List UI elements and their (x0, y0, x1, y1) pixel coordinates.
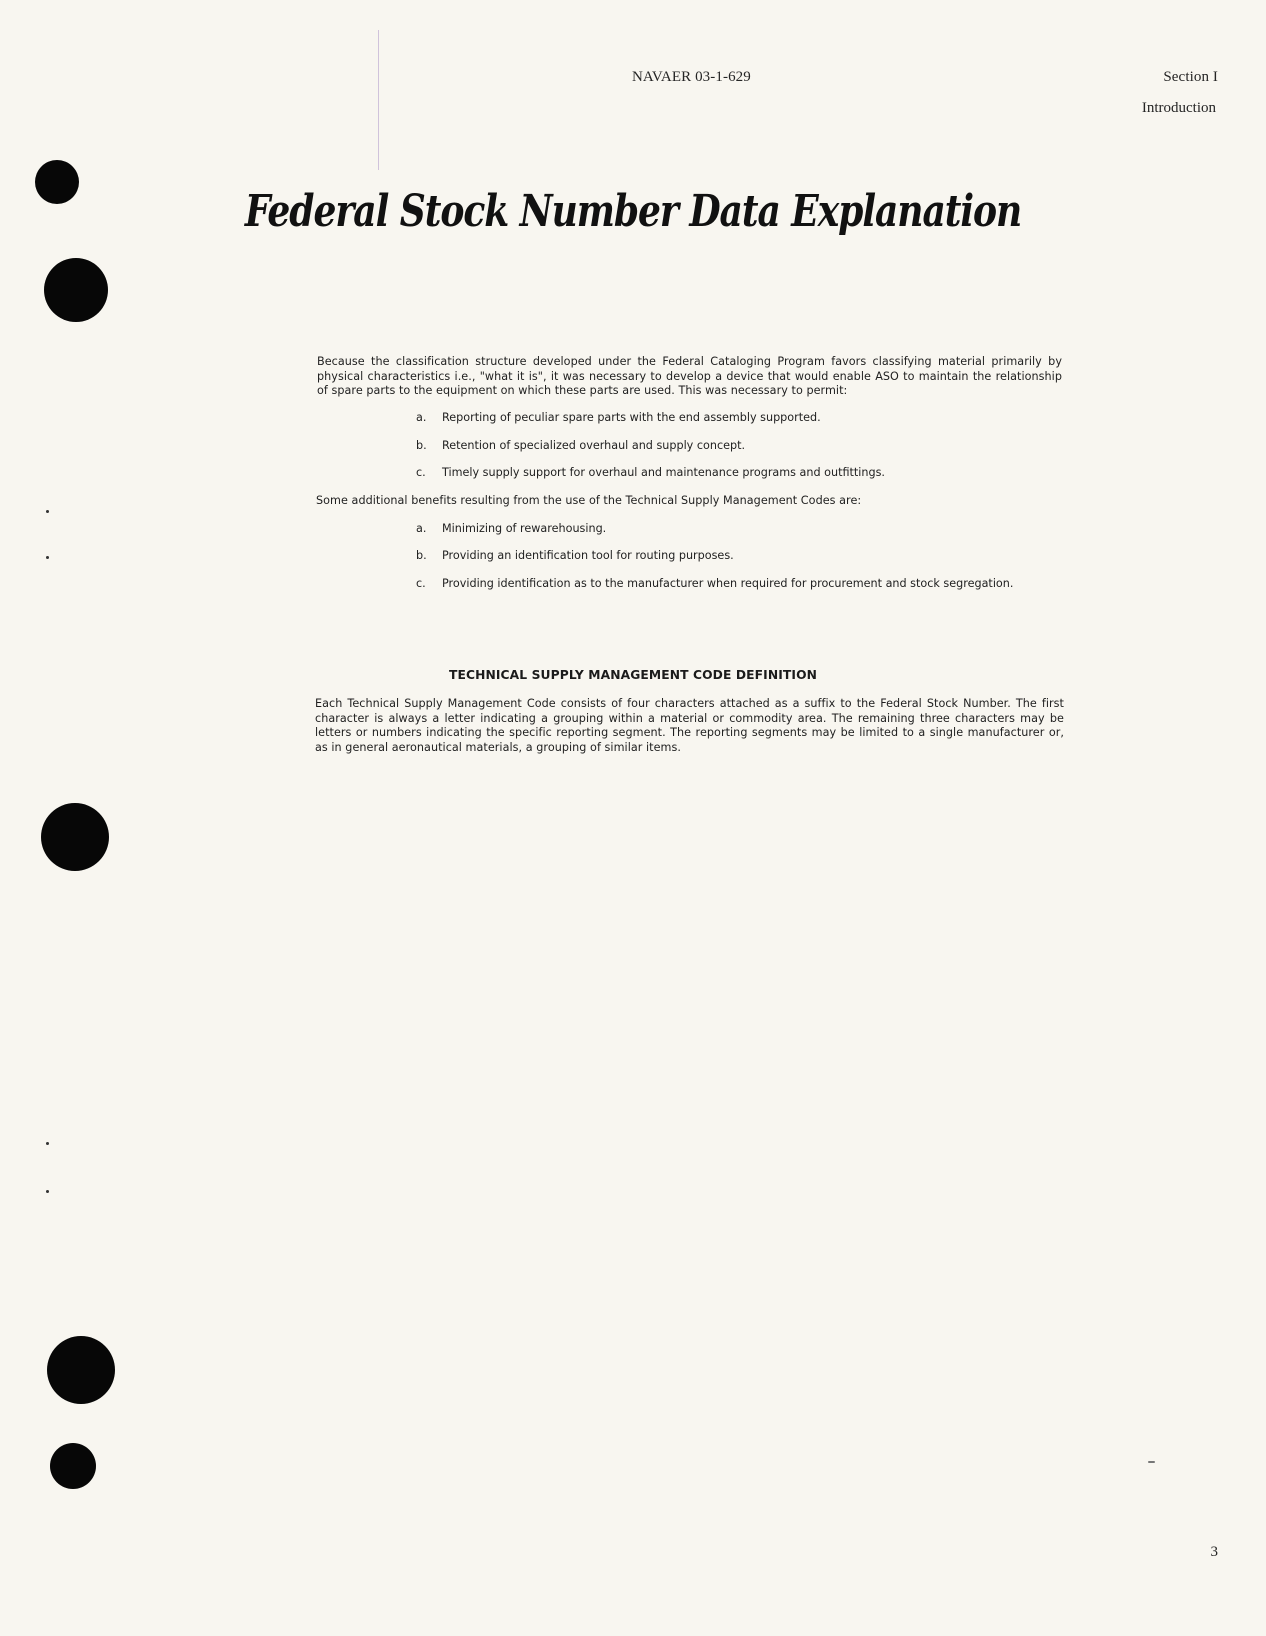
list-item (416, 522, 606, 537)
page-number: 3 (1210, 1544, 1218, 1560)
list-marker: b. (416, 549, 427, 562)
scan-guide-line (378, 30, 379, 170)
page-title: Federal Stock Number Data Explanation (244, 186, 1022, 237)
scan-speck (46, 1190, 49, 1193)
list-item (416, 411, 821, 426)
binder-hole (35, 160, 79, 204)
list-item (416, 466, 885, 481)
section-number: Section I (1163, 69, 1218, 85)
binder-hole (44, 258, 108, 322)
list-item (416, 439, 745, 454)
benefits-introduction: Some additional benefits resulting from the use of the Technical Supply Management Codes are: (316, 494, 862, 507)
binder-hole (47, 1336, 115, 1404)
document-number: NAVAER 03-1-629 (632, 69, 751, 85)
list-item (416, 577, 1013, 592)
scan-speck (46, 1142, 49, 1145)
list-item-text: Timely supply support for overhaul and maintenance programs and outfittings. (442, 466, 885, 479)
section-name: Introduction (1141, 100, 1216, 116)
scan-mark (1148, 1461, 1155, 1463)
definition-paragraph: Each Technical Supply Management Code consists of four characters attached as a suffix to the Federal Stock Number. The first character is always a letter indicating a grouping within a material or commodity area. The remaining three characters may be letters or numbers indicating the specific reporting segment. The reporting segments may be limited to a single manufacturer or, as in general aeronautical materials, a grouping of similar items. (315, 697, 1064, 754)
permitted-purposes-list (416, 411, 1116, 481)
list-item-text: Retention of specialized overhaul and supply concept. (442, 439, 746, 452)
list-marker: a. (416, 411, 427, 424)
list-marker: c. (416, 577, 426, 590)
benefits-list (416, 522, 1116, 592)
scan-speck (46, 510, 49, 513)
list-item-text: Minimizing of rewarehousing. (442, 522, 607, 535)
binder-hole (50, 1443, 96, 1489)
definition-heading: TECHNICAL SUPPLY MANAGEMENT CODE DEFINITION (448, 668, 818, 682)
list-item (416, 549, 734, 564)
list-marker: c. (416, 466, 426, 479)
list-marker: b. (416, 439, 427, 452)
list-marker: a. (416, 522, 427, 535)
list-item-text: Providing an identification tool for routing purposes. (442, 549, 734, 562)
scan-speck (46, 556, 49, 559)
list-item-text: Providing identification as to the manufacturer when required for procurement and stock segregation. (442, 577, 1014, 590)
binder-hole (41, 803, 109, 871)
introductory-paragraph: Because the classification structure developed under the Federal Cataloging Program favors classifying material primarily by physical characteristics i.e., "what it is", it was necessary to develop a device that would enable ASO to maintain the relationship of spare parts to the equipment on which these parts are used. This was necessary to permit: (317, 355, 1062, 398)
list-item-text: Reporting of peculiar spare parts with the end assembly supported. (442, 411, 821, 424)
